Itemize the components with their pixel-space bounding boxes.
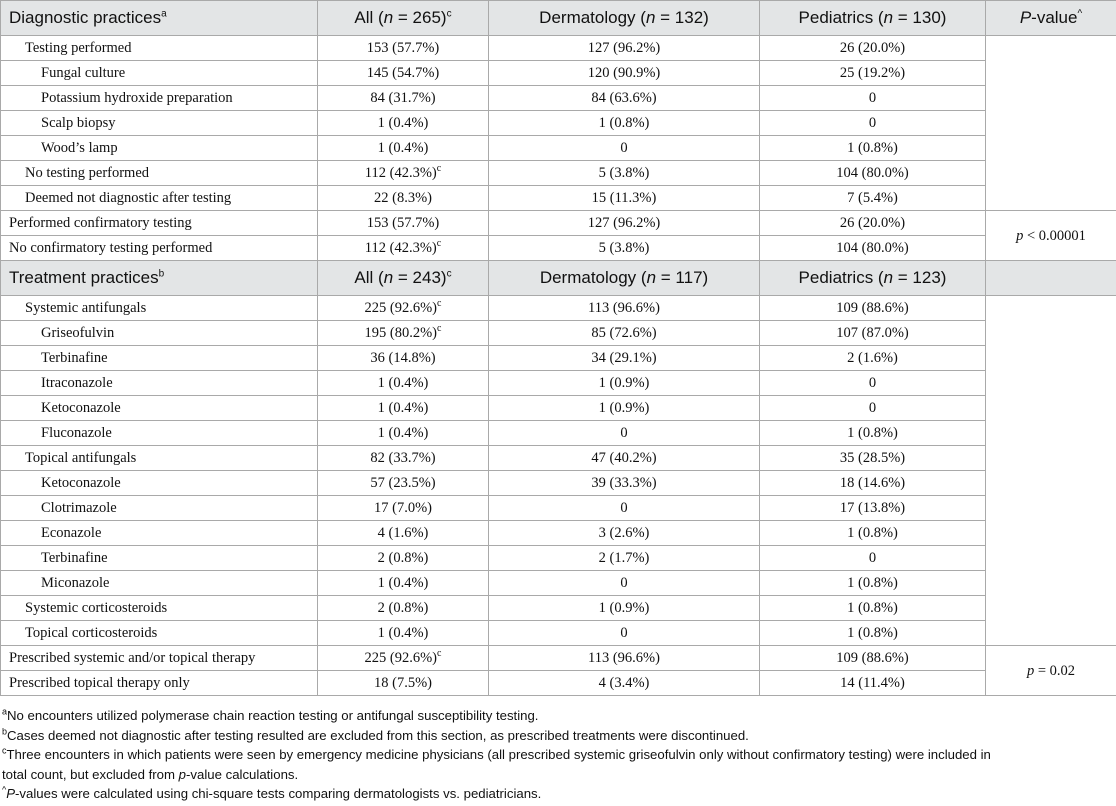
cell-all: 2 (0.8%): [318, 596, 489, 621]
cell-pediatrics: 25 (19.2%): [760, 61, 986, 86]
cell-all: 1 (0.4%): [318, 396, 489, 421]
cell-dermatology: 113 (96.6%): [489, 296, 760, 321]
cell-pediatrics: 0: [760, 86, 986, 111]
table-row: [1, 571, 1116, 596]
cell-dermatology: 34 (29.1%): [489, 346, 760, 371]
cell-pediatrics: 14 (11.4%): [760, 671, 986, 696]
row-label: Potassium hydroxide preparation: [1, 86, 318, 111]
treatment-header-row: [1, 261, 1116, 296]
cell-dermatology: 1 (0.8%): [489, 111, 760, 136]
footnote-a: $^a$No encounters utilized polymerase chain reaction testing or antifungal susceptibility testing.: [2, 706, 539, 723]
table-row: [1, 546, 1116, 571]
all-column-header: All (n = 243)$^c$: [318, 261, 489, 296]
cell-all: 57 (23.5%): [318, 471, 489, 496]
cell-all: 112 $(42.3\%)^c$: [318, 161, 489, 186]
cell-dermatology: 2 (1.7%): [489, 546, 760, 571]
cell-pediatrics: 26 (20.0%): [760, 36, 986, 61]
row-label: Clotrimazole: [1, 496, 318, 521]
cell-pediatrics: 1 (0.8%): [760, 421, 986, 446]
row-label: Fungal culture: [1, 61, 318, 86]
cell-all: 1 (0.4%): [318, 111, 489, 136]
row-label: Systemic antifungals: [1, 296, 318, 321]
diagnostic-section: [1, 1, 1116, 261]
row-label: Systemic corticosteroids: [1, 596, 318, 621]
row-label: Ketoconazole: [1, 471, 318, 496]
cell-all: 1 (0.4%): [318, 371, 489, 396]
row-label: Itraconazole: [1, 371, 318, 396]
table-row: [1, 471, 1116, 496]
row-label: Performed confirmatory testing: [1, 211, 318, 236]
cell-all: 153 (57.7%): [318, 211, 489, 236]
cell-dermatology: 15 (11.3%): [489, 186, 760, 211]
cell-dermatology: 0: [489, 421, 760, 446]
cell-all: 153 (57.7%): [318, 36, 489, 61]
footnotes: [0, 706, 1116, 804]
cell-dermatology: 113 (96.6%): [489, 646, 760, 671]
cell-all: 145 (54.7%): [318, 61, 489, 86]
row-label: Testing performed: [1, 36, 318, 61]
table-row: [1, 496, 1116, 521]
footnote-caret: ^P-values were calculated using chi-square tests comparing dermatologists vs. pediatricians.: [2, 784, 542, 802]
row-label: Griseofulvin: [1, 321, 318, 346]
cell-pediatrics: 0: [760, 546, 986, 571]
cell-pediatrics: 104 (80.0%): [760, 236, 986, 261]
table-row: [1, 371, 1116, 396]
row-label: No confirmatory testing performed: [1, 236, 318, 261]
table-row: [1, 621, 1116, 646]
cell-all: 195 $(80.2\%)^c$: [318, 321, 489, 346]
table-row: [1, 446, 1116, 471]
cell-pediatrics: 1 (0.8%): [760, 621, 986, 646]
row-label: Deemed not diagnostic after testing: [1, 186, 318, 211]
row-label: Topical corticosteroids: [1, 621, 318, 646]
cell-all: 225 $(92.6\%)^c$: [318, 646, 489, 671]
table-row: [1, 521, 1116, 546]
cell-pediatrics: 109 (88.6%): [760, 296, 986, 321]
cell-dermatology: 47 (40.2%): [489, 446, 760, 471]
cell-dermatology: 127 (96.2%): [489, 211, 760, 236]
table-row: [1, 61, 1116, 86]
treatment-section: [1, 261, 1116, 696]
row-label: Ketoconazole: [1, 396, 318, 421]
cell-all: 22 (8.3%): [318, 186, 489, 211]
pvalue-cell: p < 0.00001: [986, 211, 1116, 261]
cell-all: 36 (14.8%): [318, 346, 489, 371]
row-label: Miconazole: [1, 571, 318, 596]
pvalue-cell-empty: [986, 296, 1116, 646]
cell-dermatology: 1 (0.9%): [489, 396, 760, 421]
pvalue-cell-empty: [986, 36, 1116, 211]
table-row: [1, 671, 1116, 696]
cell-all: 2 (0.8%): [318, 546, 489, 571]
treatment-header-label: Treatment practices$^b$: [1, 261, 318, 296]
table-row: [1, 36, 1116, 61]
table-row: [1, 646, 1116, 671]
row-label: Prescribed systemic and/or topical therapy: [1, 646, 318, 671]
table-row: [1, 236, 1116, 261]
pediatrics-column-header: Pediatrics (n = 130): [760, 1, 986, 36]
cell-pediatrics: 107 (87.0%): [760, 321, 986, 346]
table-row: [1, 161, 1116, 186]
cell-dermatology: 1 (0.9%): [489, 371, 760, 396]
cell-dermatology: 4 (3.4%): [489, 671, 760, 696]
table-row: [1, 346, 1116, 371]
cell-pediatrics: 104 (80.0%): [760, 161, 986, 186]
all-column-header: All (n = 265)$^c$: [318, 1, 489, 36]
cell-pediatrics: 1 (0.8%): [760, 571, 986, 596]
pvalue-column-header-empty: [986, 261, 1116, 296]
cell-all: 82 (33.7%): [318, 446, 489, 471]
table-row: [1, 296, 1116, 321]
row-label: Fluconazole: [1, 421, 318, 446]
row-label: Prescribed topical therapy only: [1, 671, 318, 696]
cell-dermatology: 0: [489, 136, 760, 161]
cell-all: 1 (0.4%): [318, 421, 489, 446]
cell-dermatology: 0: [489, 621, 760, 646]
cell-pediatrics: 17 (13.8%): [760, 496, 986, 521]
diagnostic-header-label: Diagnostic practices$^a$: [1, 1, 318, 36]
cell-pediatrics: 2 (1.6%): [760, 346, 986, 371]
table-row: [1, 136, 1116, 161]
table-row: [1, 111, 1116, 136]
row-label: Terbinafine: [1, 346, 318, 371]
table-row: [1, 396, 1116, 421]
cell-all: 18 (7.5%): [318, 671, 489, 696]
table-row: [1, 421, 1116, 446]
footnote-c-cont: total count, but excluded from p-value calculations.: [2, 766, 299, 782]
cell-dermatology: 0: [489, 571, 760, 596]
cell-dermatology: 5 (3.8%): [489, 161, 760, 186]
cell-pediatrics: 35 (28.5%): [760, 446, 986, 471]
cell-all: 1 (0.4%): [318, 136, 489, 161]
cell-dermatology: 0: [489, 496, 760, 521]
table-row: [1, 211, 1116, 236]
footnote-b: $^b$Cases deemed not diagnostic after testing resulted are excluded from this section, as prescribed treatments were discontinued.: [2, 726, 749, 743]
table-row: [1, 321, 1116, 346]
cell-all: 1 (0.4%): [318, 571, 489, 596]
footnote-c: $^c$Three encounters in which patients were seen by emergency medicine physicians (all prescribed systemic griseofulvin only without confirmatory testing) were included in: [2, 745, 991, 763]
row-label: Terbinafine: [1, 546, 318, 571]
cell-pediatrics: 1 (0.8%): [760, 596, 986, 621]
cell-all: 225 $(92.6\%)^c$: [318, 296, 489, 321]
cell-dermatology: 84 (63.6%): [489, 86, 760, 111]
cell-pediatrics: 1 (0.8%): [760, 521, 986, 546]
cell-dermatology: 3 (2.6%): [489, 521, 760, 546]
cell-all: 17 (7.0%): [318, 496, 489, 521]
cell-pediatrics: 7 (5.4%): [760, 186, 986, 211]
cell-dermatology: 39 (33.3%): [489, 471, 760, 496]
pvalue-cell: p = 0.02: [986, 646, 1116, 696]
cell-dermatology: 5 (3.8%): [489, 236, 760, 261]
pvalue-column-header: P-value^: [986, 1, 1116, 36]
cell-pediatrics: 109 (88.6%): [760, 646, 986, 671]
row-label: No testing performed: [1, 161, 318, 186]
cell-all: 112 $(42.3\%)^c$: [318, 236, 489, 261]
cell-all: 1 (0.4%): [318, 621, 489, 646]
table-row: [1, 186, 1116, 211]
row-label: Topical antifungals: [1, 446, 318, 471]
cell-dermatology: 1 (0.9%): [489, 596, 760, 621]
cell-pediatrics: 18 (14.6%): [760, 471, 986, 496]
cell-dermatology: 120 (90.9%): [489, 61, 760, 86]
dermatology-column-header: Dermatology (n = 132): [489, 1, 760, 36]
diagnostic-header-row: [1, 1, 1116, 36]
cell-dermatology: 127 (96.2%): [489, 36, 760, 61]
cell-pediatrics: 0: [760, 111, 986, 136]
table-row: [1, 596, 1116, 621]
cell-pediatrics: 0: [760, 371, 986, 396]
cell-all: 84 (31.7%): [318, 86, 489, 111]
cell-pediatrics: 1 (0.8%): [760, 136, 986, 161]
row-label: Scalp biopsy: [1, 111, 318, 136]
dermatology-column-header: Dermatology (n = 117): [489, 261, 760, 296]
cell-pediatrics: 0: [760, 396, 986, 421]
row-label: Wood’s lamp: [1, 136, 318, 161]
cell-all: 4 (1.6%): [318, 521, 489, 546]
pediatrics-column-header: Pediatrics (n = 123): [760, 261, 986, 296]
table-row: [1, 86, 1116, 111]
cell-pediatrics: 26 (20.0%): [760, 211, 986, 236]
cell-dermatology: 85 (72.6%): [489, 321, 760, 346]
row-label: Econazole: [1, 521, 318, 546]
